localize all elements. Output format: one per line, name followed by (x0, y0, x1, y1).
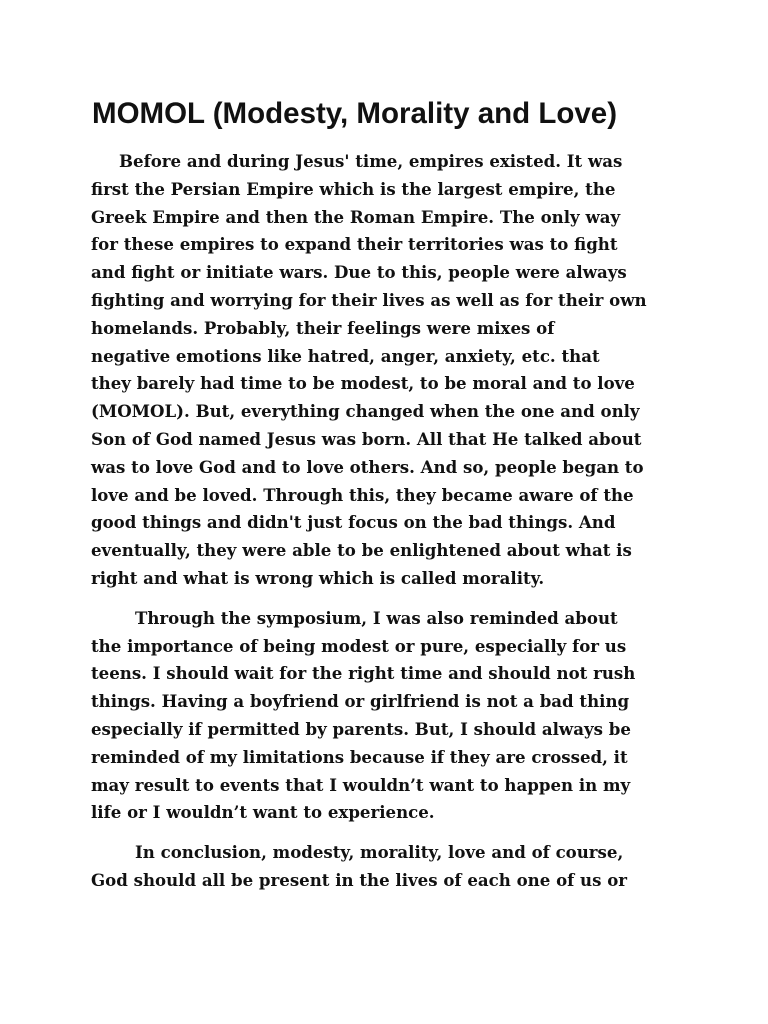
text-line: right and what is wrong which is called morality. (91, 567, 545, 588)
text-line: they barely had time to be modest, to be moral and to love (91, 373, 635, 394)
text-line: eventually, they were able to be enlightened about what is (91, 540, 632, 561)
text-line: was to love God and to love others. And so, people began to (91, 456, 644, 477)
text-line: life or I wouldn’t want to experience. (91, 802, 435, 823)
text-line: for these empires to expand their territories was to fight (91, 234, 618, 255)
text-line: reminded of my limitations because if they are crossed, it (91, 746, 628, 767)
text-line: In conclusion, modesty, morality, love and of course, (135, 842, 624, 863)
text-line: God should all be present in the lives of each one of us or (91, 869, 628, 890)
text-line: Son of God named Jesus was born. All that He talked about (91, 428, 642, 449)
text-line: fighting and worrying for their lives as well as for their own (91, 289, 647, 310)
document-body (91, 148, 681, 907)
document-title: MOMOL (Modesty, Morality and Love) (92, 97, 618, 130)
text-line: Before and during Jesus' time, empires existed. It was (119, 151, 623, 171)
paragraph-3 (91, 839, 681, 895)
text-line: especially if permitted by parents. But, I should always be (91, 718, 631, 739)
text-line: Greek Empire and then the Roman Empire. The only way (91, 206, 621, 227)
text-line: things. Having a boyfriend or girlfriend is not a bad thing (91, 691, 630, 712)
text-line: Through the symposium, I was also reminded about (135, 607, 618, 628)
text-line: negative emotions like hatred, anger, anxiety, etc. that (91, 345, 600, 366)
text-line: and fight or initiate wars. Due to this, people were always (91, 262, 627, 283)
text-line: homelands. Probably, their feelings were mixes of (91, 317, 555, 338)
text-line: love and be loved. Through this, they became aware of the (91, 484, 634, 505)
paragraph-2 (91, 605, 681, 827)
text-line: the importance of being modest or pure, especially for us (91, 635, 627, 656)
text-line: (MOMOL). But, everything changed when the one and only (91, 401, 640, 422)
text-line: may result to events that I wouldn’t want to happen in my (91, 774, 631, 795)
text-line: good things and didn't just focus on the bad things. And (91, 512, 616, 533)
text-line: teens. I should wait for the right time and should not rush (91, 663, 636, 684)
paragraph-1 (91, 148, 681, 593)
text-line: first the Persian Empire which is the largest empire, the (91, 178, 616, 199)
